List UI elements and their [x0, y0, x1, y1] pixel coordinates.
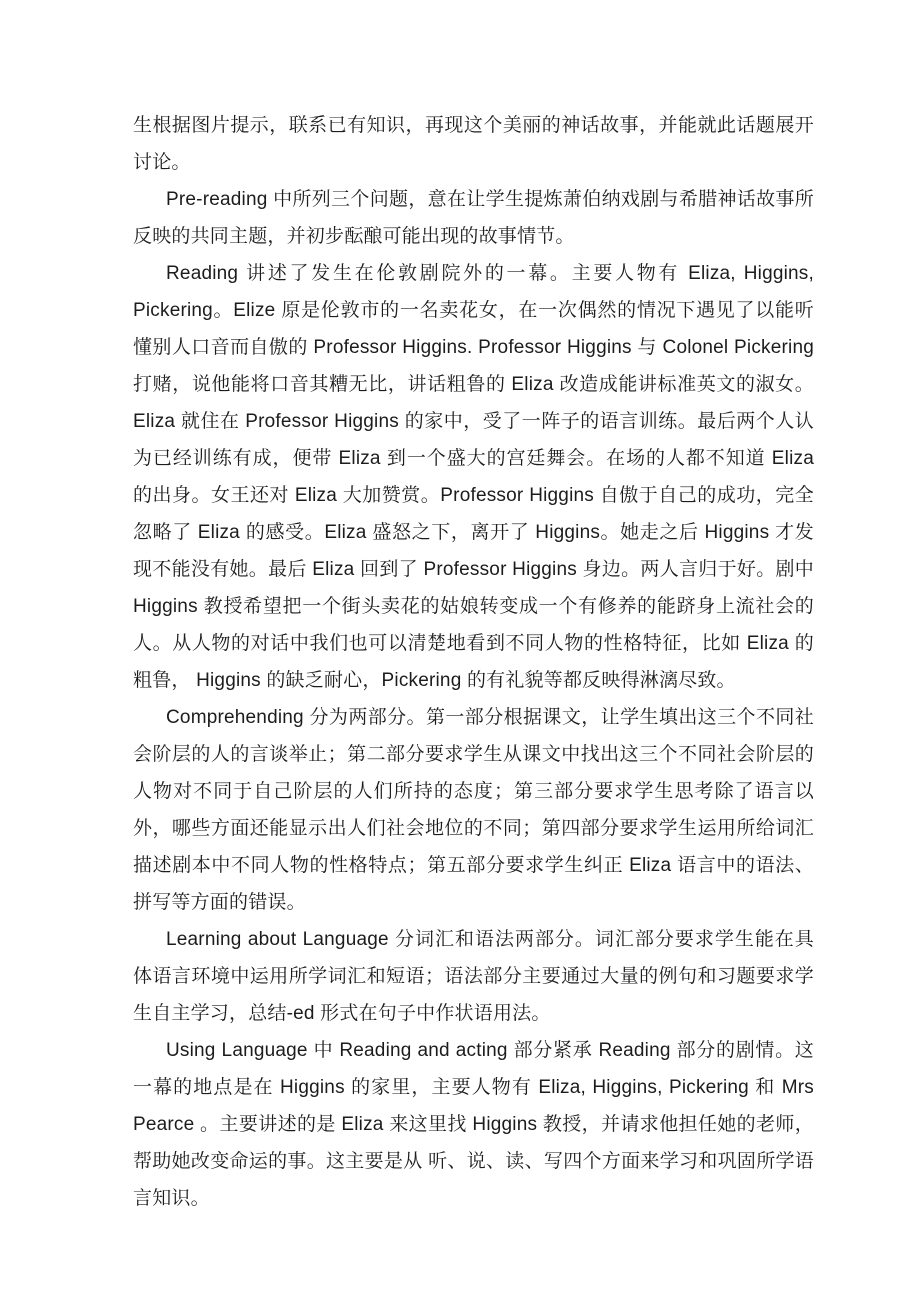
- document-body: [133, 107, 814, 1217]
- paragraph: Pre-reading 中所列三个问题，意在让学生提炼萧伯纳戏剧与希腊神话故事所反映的共同主题，并初步酝酿可能出现的故事情节。: [133, 189, 814, 247]
- paragraph: Using Language 中 Reading and acting 部分紧承 Reading 部分的剧情。这一幕的地点是在 Higgins 的家里，主要人物有 Eliza, Higgins, Pickering 和 Mrs Pearce 。主要讲述的是 Eliza 来这里找 Higgins 教授，并请求他担任她的老师，帮助她改变命运的事。这主要是从 听、说、读、写四个方面来学习和巩固所学语言知识。: [133, 1040, 814, 1209]
- paragraph: Reading 讲述了发生在伦敦剧院外的一幕。主要人物有 Eliza, Higgins, Pickering。Elize 原是伦敦市的一名卖花女，在一次偶然的情况下遇见了以能听懂别人口音而自傲的 Professor Higgins. Professor Higgins 与 Colonel Pickering 打赌，说他能将口音其糟无比，讲话粗鲁的 Eliza 改造成能讲标准英文的淑女。Eliza 就住在 Professor Higgins 的家中，受了一阵子的语言训练。最后两个人认为已经训练有成，便带 Eliza 到一个盛大的宫廷舞会。在场的人都不知道 Eliza 的出身。女王还对 Eliza 大加赞赏。Professor Higgins 自傲于自己的成功，完全忽略了 Eliza 的感受。Eliza 盛怒之下，离开了 Higgins。她走之后 Higgins 才发现不能没有她。最后 Eliza 回到了 Professor Higgins 身边。两人言归于好。剧中 Higgins 教授希望把一个街头卖花的姑娘转变成一个有修养的能跻身上流社会的人。从人物的对话中我们也可以清楚地看到不同人物的性格特征，比如 Eliza 的粗鲁， Higgins 的缺乏耐心，Pickering 的有礼貌等都反映得淋漓尽致。: [133, 263, 814, 691]
- paragraph: Comprehending 分为两部分。第一部分根据课文，让学生填出这三个不同社会阶层的人的言谈举止；第二部分要求学生从课文中找出这三个不同社会阶层的人物对不同于自己阶层的人们所持的态度；第三部分要求学生思考除了语言以外，哪些方面还能显示出人们社会地位的不同；第四部分要求学生运用所给词汇描述剧本中不同人物的性格特点；第五部分要求学生纠正 Eliza 语言中的语法、拼写等方面的错误。: [133, 707, 814, 913]
- paragraph: Learning about Language 分词汇和语法两部分。词汇部分要求学生能在具体语言环境中运用所学词汇和短语；语法部分主要通过大量的例句和习题要求学生自主学习，总结-ed 形式在句子中作状语用法。: [133, 929, 814, 1024]
- paragraph: 生根据图片提示，联系已有知识，再现这个美丽的神话故事，并能就此话题展开讨论。: [133, 115, 814, 173]
